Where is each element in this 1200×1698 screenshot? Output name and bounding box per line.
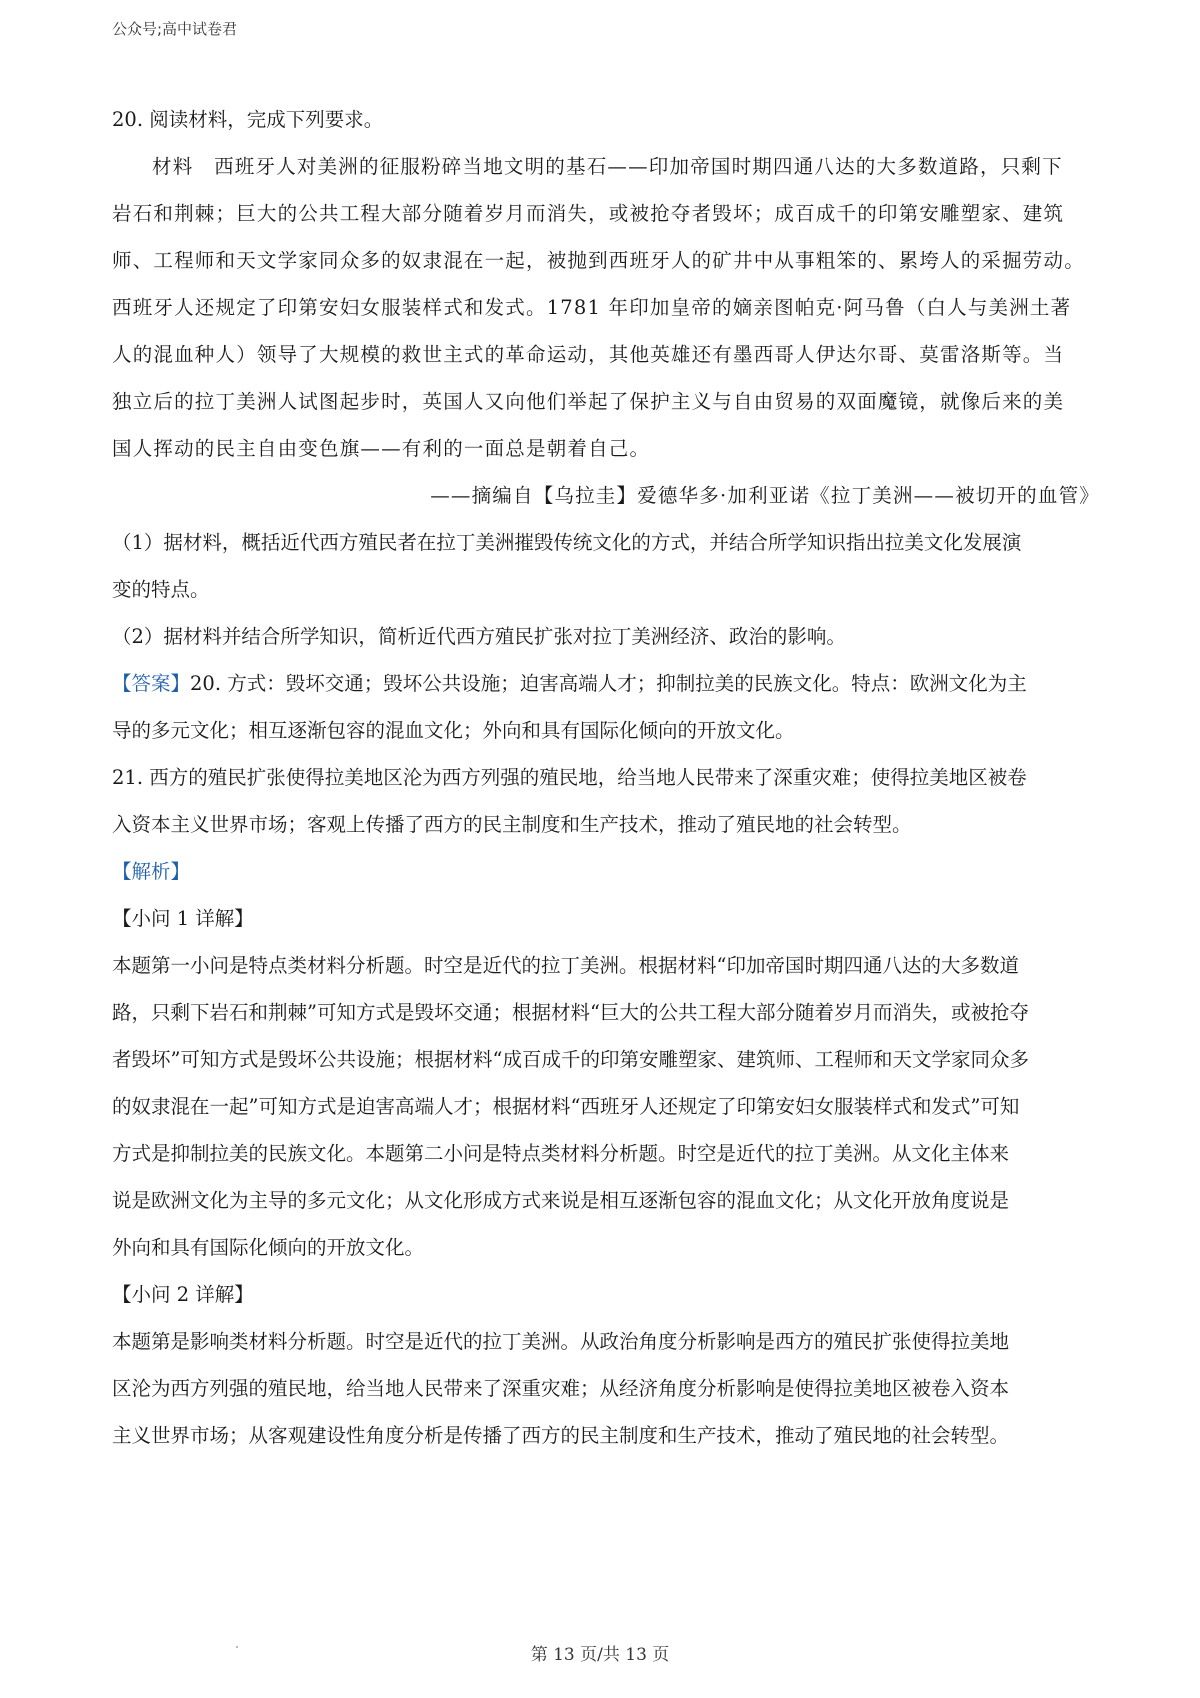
analysis-q1-heading: 【小问 1 详解】 — [112, 907, 254, 930]
answer-line — [112, 660, 1100, 707]
analysis-q1-line: 的奴隶混在一起”可知方式是迫害高端人才；根据材料“西班牙人还规定了印第安妇女服装样式和发式”可知 — [112, 1095, 1020, 1118]
analysis-q2-line: 本题第是影响类材料分析题。时空是近代的拉丁美洲。从政治角度分析影响是西方的殖民扩张使得拉美地 — [112, 1330, 1010, 1353]
material-citation: ——摘编自【乌拉圭】爱德华多·加利亚诺《拉丁美洲——被切开的血管》 — [430, 484, 1100, 507]
material-block — [112, 143, 1100, 519]
question-title: 20. 阅读材料，完成下列要求。 — [112, 108, 384, 131]
document-body — [112, 96, 1100, 1459]
analysis-q1-line: 方式是抑制拉美的民族文化。本题第二小问是特点类材料分析题。时空是近代的拉丁美洲。从文化主体来 — [112, 1142, 1010, 1165]
analysis-q1-line: 者毁坏”可知方式是毁坏公共设施；根据材料“成百成千的印第安雕塑家、建筑师、工程师和天文学家同众多 — [112, 1048, 1029, 1071]
analysis-q1-line: 外向和具有国际化倾向的开放文化。 — [112, 1236, 425, 1259]
header-source-label: 公众号;高中试卷君 — [112, 20, 238, 38]
answer-line: 入资本主义世界市场；客观上传播了西方的民主制度和生产技术，推动了殖民地的社会转型。 — [112, 813, 912, 836]
analysis-q1-line: 说是欧洲文化为主导的多元文化；从文化形成方式来说是相互逐渐包容的混血文化；从文化开放角度说是 — [112, 1189, 1010, 1212]
material-line: 西班牙人还规定了印第安妇女服装样式和发式。1781 年印加皇帝的嫡亲图帕克·阿马鲁（白人与美洲土著 — [112, 296, 1072, 319]
answer-text: 20. 方式：毁坏交通；毁坏公共设施；迫害高端人才；抑制拉美的民族文化。特点：欧洲文化为主 — [190, 672, 1027, 695]
analysis-q2-line: 区沦为西方列强的殖民地，给当地人民带来了深重灾难；从经济角度分析影响是使得拉美地区被卷入资本 — [112, 1377, 1010, 1400]
analysis-q1-line: 本题第一小问是特点类材料分析题。时空是近代的拉丁美洲。根据材料“印加帝国时期四通八达的大多数道 — [112, 954, 1019, 977]
material-line: 国人挥动的民主自由变色旗——有利的一面总是朝着自己。 — [112, 437, 651, 460]
sub-question-1-line: 变的特点。 — [112, 578, 210, 601]
answer-line: 导的多元文化；相互逐渐包容的混血文化；外向和具有国际化倾向的开放文化。 — [112, 719, 795, 742]
analysis-q2-line: 主义世界市场；从客观建设性角度分析是传播了西方的民主制度和生产技术，推动了殖民地的社会转型。 — [112, 1424, 1010, 1447]
analysis-q2-heading: 【小问 2 详解】 — [112, 1283, 254, 1306]
answer-tag: 【答案】 — [112, 672, 191, 695]
material-line: 师、工程师和天文学家同众多的奴隶混在一起，被抛到西班牙人的矿井中从事粗笨的、累垮人的采掘劳动。 — [112, 249, 1085, 272]
material-line: 岩石和荆棘；巨大的公共工程大部分随着岁月而消失，或被抢夺者毁坏；成百成千的印第安雕塑家、建筑 — [112, 202, 1065, 225]
page-number: 第 13 页/共 13 页 — [530, 1645, 670, 1665]
analysis-tag: 【解析】 — [112, 860, 191, 883]
sub-question-2: （2）据材料并结合所学知识，简析近代西方殖民扩张对拉丁美洲经济、政治的影响。 — [112, 625, 846, 648]
material-line: 独立后的拉丁美洲人试图起步时，英国人又向他们举起了保护主义与自由贸易的双面魔镜，就像后来的美 — [112, 390, 1065, 413]
answer-line: 21. 西方的殖民扩张使得拉美地区沦为西方列强的殖民地，给当地人民带来了深重灾难；使得拉美地区被卷 — [112, 766, 1027, 789]
material-line: 人的混血种人）领导了大规模的救世主式的革命运动，其他英雄还有墨西哥人伊达尔哥、莫雷洛斯等。当 — [112, 343, 1065, 366]
analysis-q1-line: 路，只剩下岩石和荆棘”可知方式是毁坏交通；根据材料“巨大的公共工程大部分随着岁月而消失，或被抢夺 — [112, 1001, 1029, 1024]
sub-question-1-line: （1）据材料，概括近代西方殖民者在拉丁美洲摧毁传统文化的方式，并结合所学知识指出拉美文化发展演 — [112, 531, 1022, 554]
material-line: 材料 西班牙人对美洲的征服粉碎当地文明的基石——印加帝国时期四通八达的大多数道路，只剩下 — [152, 155, 1063, 178]
